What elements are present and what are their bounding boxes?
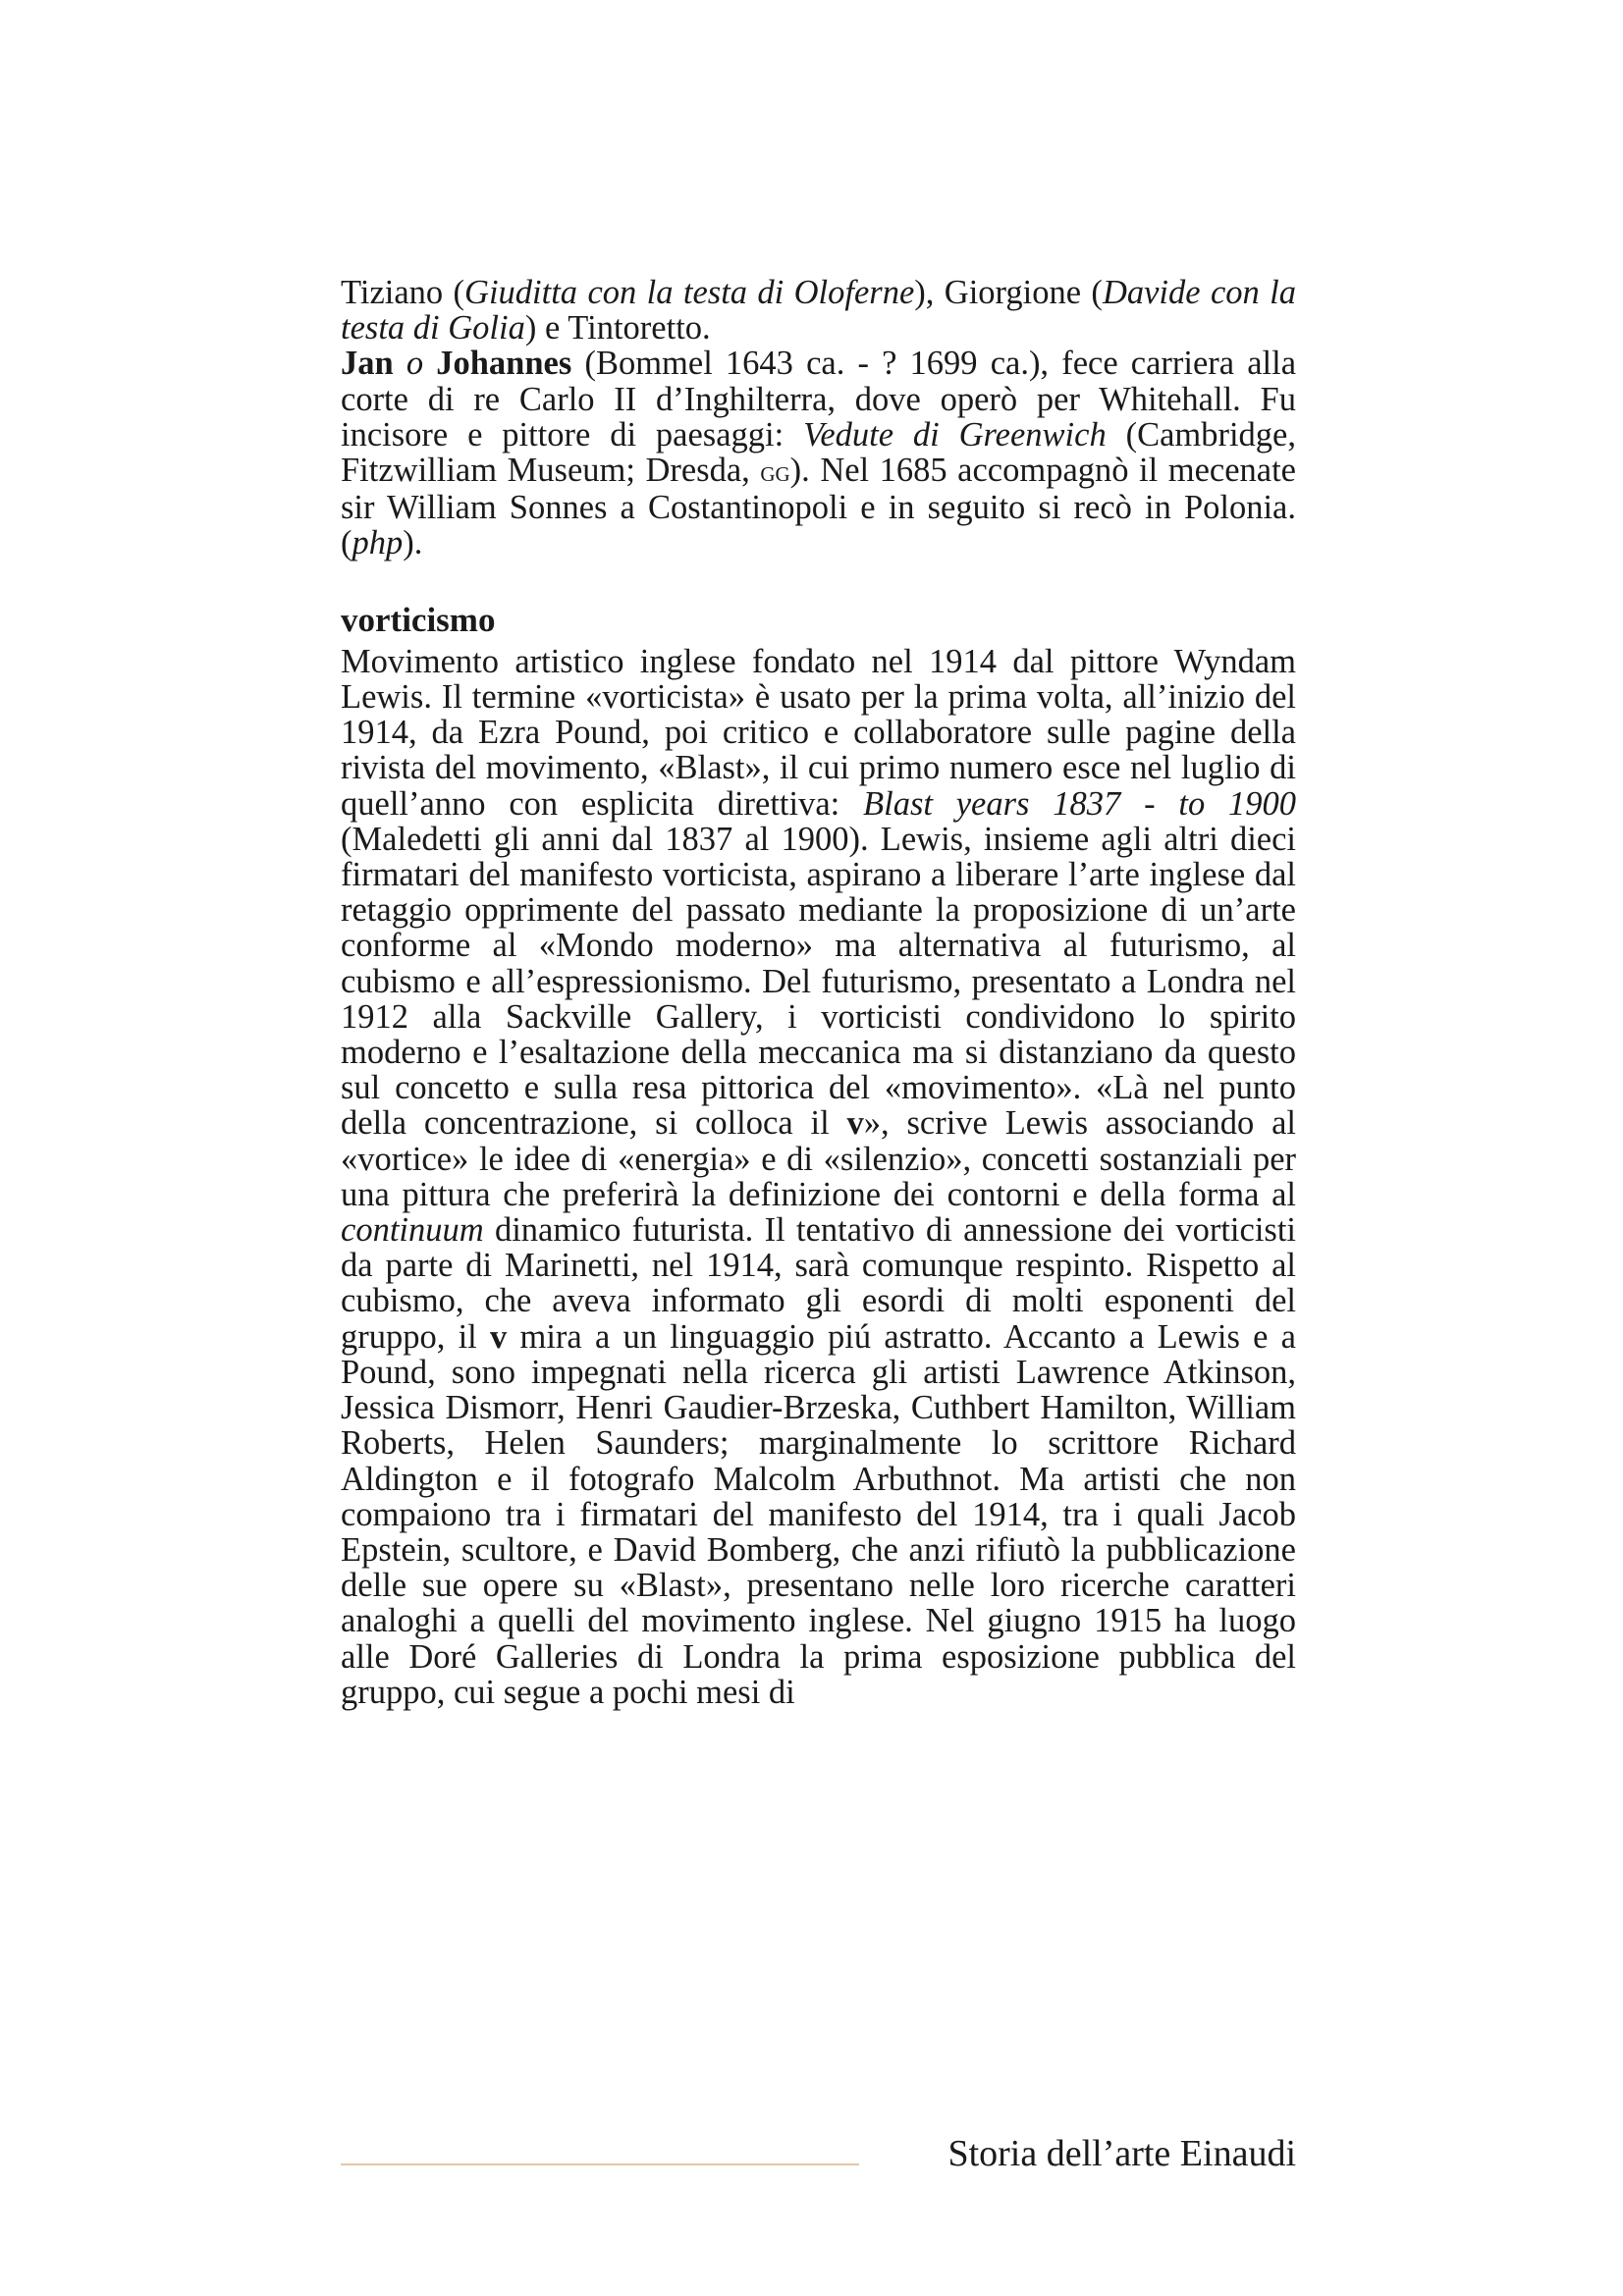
artwork-title: Vedute di Greenwich	[803, 415, 1107, 454]
vorticismo-paragraph	[341, 644, 1296, 1710]
quoted-title: Blast years 1837 - to 1900	[863, 784, 1296, 823]
entry-name: Johannes	[436, 345, 572, 383]
intro-text-3: ) e Tintoretto.	[524, 309, 711, 347]
body-text: dinamico futurista. Il tentativo di annessione dei vorticisti da parte di Marinetti, nel 1914, sarà comunque respinto. Rispetto al cubismo, che aveva informato gli esordi di molti esponenti del gruppo, il	[341, 1211, 1296, 1356]
entry-name: Jan	[341, 345, 394, 383]
entry-text: (Cambridge, Fitzwilliam Museum; Dresda,	[341, 415, 1296, 490]
page-body	[341, 275, 1296, 1710]
entry-text: (Bommel 1643 ca. - ? 1699 ca.), fece carriera alla corte di re Carlo II d’Inghilterra, dove operò per Whitehall. Fu incisore e pittore di paesaggi:	[341, 345, 1297, 454]
entry-text: ). Nel 1685 accompagnò il mecenate sir William Sonnes a Costantinopoli e in seguito si recò in Polonia. (	[341, 452, 1296, 562]
entry-name-connector: o	[406, 345, 424, 383]
footer-rule	[341, 2163, 859, 2165]
page-footer	[341, 2130, 1296, 2179]
artwork-title: Giuditta con la testa di Oloferne	[464, 274, 915, 311]
intro-text-1: Tiziano (	[341, 274, 465, 311]
body-text: Movimento artistico inglese fondato nel 1914 dal pittore Wyndam Lewis. Il termine «vorticista» è usato per la prima volta, all’inizio del 1914, da Ezra Pound, poi critico e collaboratore sulle pagine della rivista del movimento, «Blast», il cui primo numero esce nel luglio di quell’anno con esplicita direttiva:	[341, 642, 1296, 823]
abbreviation-v: v	[846, 1104, 864, 1143]
artwork-title: Davide con la testa di Golia	[341, 274, 1296, 347]
body-text: mira a un linguaggio piú astratto. Accanto a Lewis e a Pound, sono impegnati nella ricerca gli artisti Lawrence Atkinson, Jessica Dismorr, Henri Gaudier-Brzeska, Cuthbert Hamilton, William Roberts, Helen Saunders; marginalmente lo scrittore Richard Aldington e il fotografo Malcolm Arbuthnot. Ma artisti che non compaiono tra i firmatari del manifesto del 1914, tra i quali Jacob Epstein, scultore, e David Bomberg, che anzi rifiutò la pubblicazione delle sue opere su «Blast», presentano nelle loro ricerche caratteri analoghi a quelli del movimento inglese. Nel giugno 1915 ha luogo alle Doré Galleries di Londra la prima esposizione pubblica del gruppo, cui segue a pochi mesi di	[341, 1317, 1296, 1711]
italic-term: continuum	[341, 1211, 484, 1250]
abbreviation-v: v	[490, 1317, 508, 1356]
section-title: vorticismo	[341, 600, 496, 639]
museum-abbreviation: gg	[760, 456, 790, 489]
author-initials: php	[352, 524, 404, 562]
entry-text: ).	[403, 524, 423, 562]
body-text: (Maledetti gli anni dal 1837 al 1900). Lewis, insieme agli altri dieci firmatari del manifesto vorticista, aspirano a liberare l’arte inglese dal retaggio opprimente del passato mediante la proposizione di un’arte conforme al «Mondo moderno» ma alternativa al futurismo, al cubismo e all’espressionismo. Del futurismo, presentato a Londra nel 1912 alla Sackville Gallery, i vorticisti condividono lo spirito moderno e l’esaltazione della meccanica ma si distanziano da questo sul concetto e sulla resa pittorica del «movimento». «Là nel punto della concentrazione, si colloca il	[341, 820, 1296, 1143]
footer-title: Storia dell’arte Einaudi	[947, 2133, 1296, 2174]
entry-jan	[341, 346, 1296, 561]
intro-paragraph	[341, 275, 1296, 346]
body-text: », scrive Lewis associando al «vortice» le idee di «energia» e di «silenzio», concetti sostanziali per una pittura che preferirà la definizione dei contorni e della forma al	[341, 1104, 1297, 1213]
intro-text-2: ), Giorgione (	[914, 274, 1103, 311]
